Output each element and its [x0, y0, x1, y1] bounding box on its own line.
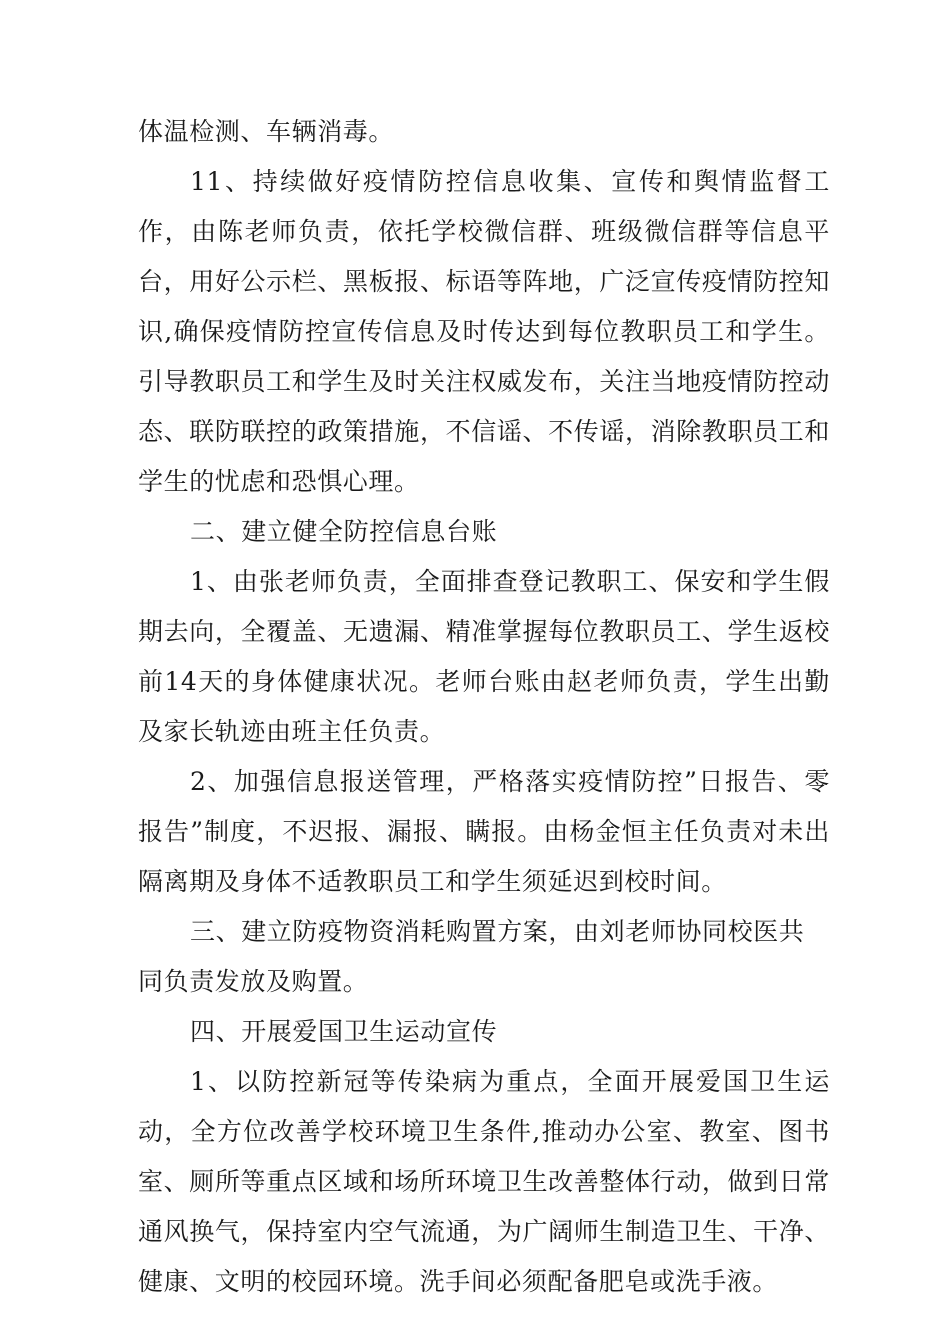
paragraph-item-2-reporting: 2、加强信息报送管理，严格落实疫情防控”日报告、零报告”制度，不迟报、漏报、瞒报。由杨金恒主任负责对未出隔离期及身体不适教职员工和学生须延迟到校时间。	[138, 767, 830, 896]
paragraph-item-1-ledger: 1、由张老师负责，全面排查登记教职工、保安和学生假期去向，全覆盖、无遗漏、精准掌握每位教职员工、学生返校前14天的身体健康状况。老师台账由赵老师负责，学生出勤及家长轨迹由班主任负责。	[138, 567, 830, 746]
document-body	[138, 107, 830, 1307]
section-heading-4: 四、开展爱国卫生运动宣传	[190, 1017, 498, 1046]
paragraph-body-temperature: 体温检测、车辆消毒。	[138, 117, 395, 146]
paragraph-item-1-hygiene: 1、以防控新冠等传染病为重点，全面开展爱国卫生运动，全方位改善学校环境卫生条件,推动办公室、教室、图书室、厕所等重点区域和场所环境卫生改善整体行动，做到日常通风换气，保持室内空气流通，为广阔师生制造卫生、干净、健康、文明的校园环境。洗手间必须配备肥皂或洗手液。	[138, 1067, 830, 1296]
section-heading-3-continuation: 同负责发放及购置。	[138, 967, 369, 996]
section-heading-3: 三、建立防疫物资消耗购置方案，由刘老师协同校医共	[190, 917, 805, 946]
section-heading-2: 二、建立健全防控信息台账	[190, 517, 498, 546]
paragraph-item-11-publicity: 11、持续做好疫情防控信息收集、宣传和舆情监督工作，由陈老师负责，依托学校微信群、班级微信群等信息平台，用好公示栏、黑板报、标语等阵地，广泛宣传疫情防控知识,确保疫情防控宣传信息及时传达到每位教职员工和学生。引导教职员工和学生及时关注权威发布，关注当地疫情防控动态、联防联控的政策措施，不信谣、不传谣，消除教职员工和学生的忧虑和恐惧心理。	[138, 167, 830, 496]
